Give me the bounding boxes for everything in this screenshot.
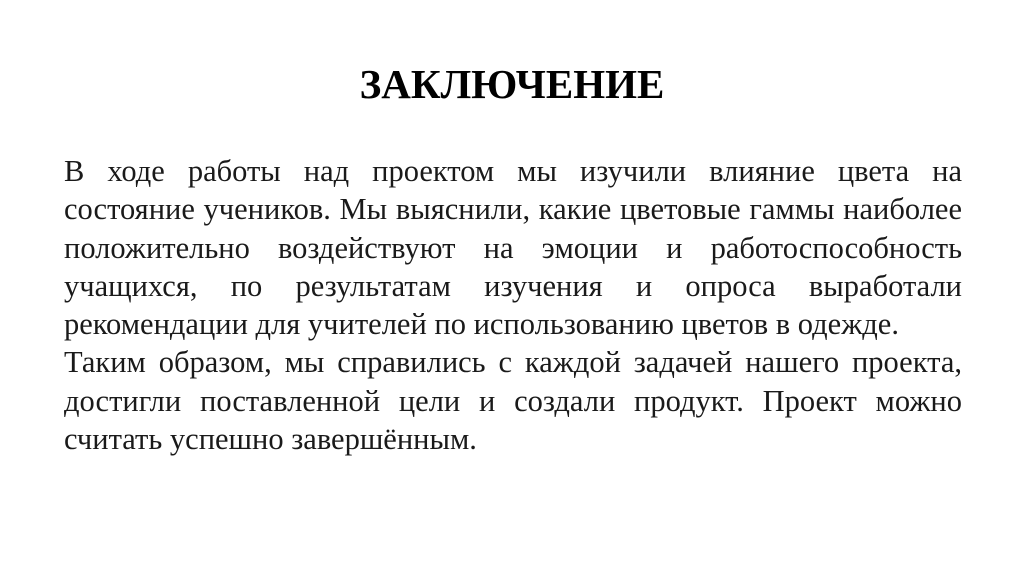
slide-title: ЗАКЛЮЧЕНИЕ: [359, 61, 665, 107]
paragraph-conclusion-findings: В ходе работы над проектом мы изучили влияние цвета на состояние учеников. Мы выяснили, какие цветовые гаммы наиболее положительно воздействуют на эмоции и работоспособность учащихся, по результатам изучения и опроса выработали рекомендации для учителей по использованию цветов в одежде.: [64, 154, 962, 342]
paragraph-conclusion-summary: Таким образом, мы справились с каждой задачей нашего проекта, достигли поставленной цели и создали продукт. Проект можно считать успешно завершённым.: [64, 345, 962, 457]
slide-body: [64, 152, 962, 458]
